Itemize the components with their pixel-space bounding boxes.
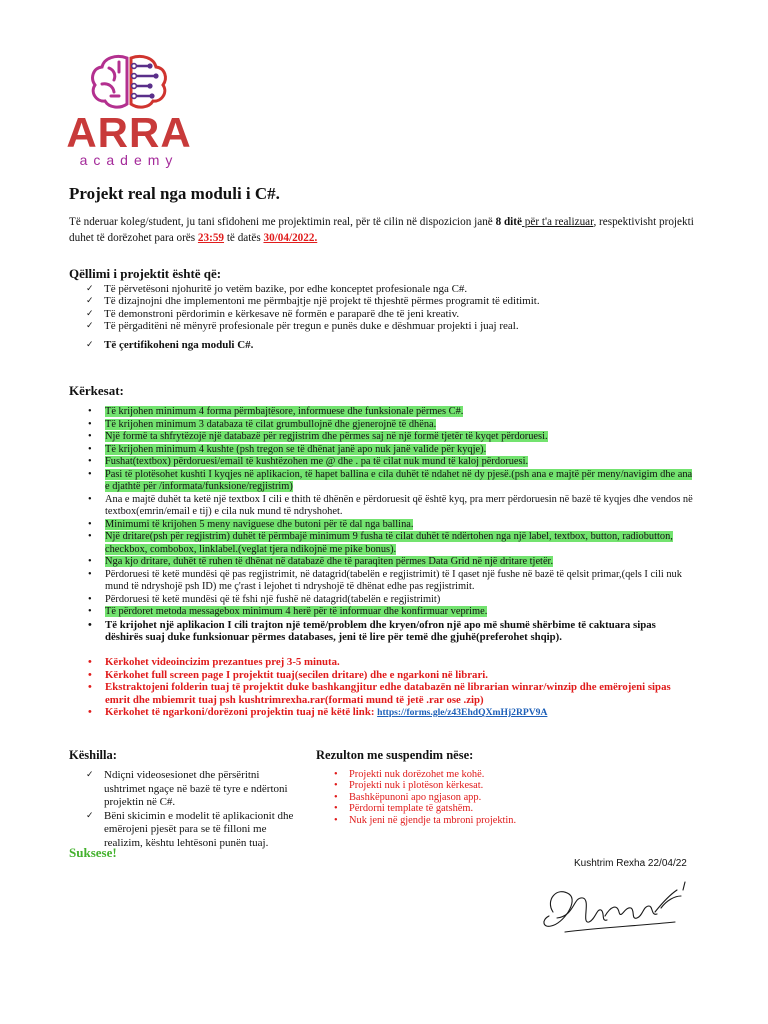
- suspension-heading: Rezulton me suspendim nëse:: [316, 748, 474, 762]
- page-title: Projekt real nga moduli i C#.: [69, 184, 280, 203]
- suspension-item: • Nuk jeni në gjendje ta mbroni projektin.: [332, 815, 522, 826]
- objective-certification: ✓ Të çertifikoheni nga moduli C#.: [86, 339, 706, 351]
- tip-item: ✓ Bëni skicimin e modelit të aplikacionit dhe emërojeni pjesët para se të filloni me realizim, kështu lehtësoni punën tuaj.: [86, 810, 298, 851]
- objective-item: ✓ Të përgaditëni në mënyrë profesionale për tregun e punës duke e dëshmuar projekti i juaj real.: [86, 320, 706, 332]
- requirement-item: [86, 419, 696, 432]
- intro-text-2: , respektivisht projekti duhet të dorëzohet para orës: [69, 216, 694, 244]
- requirement-text: Nga kjo dritare, duhët të ruhen të dhënat në databazë dhe të paraqiten përmes Data Grid në një dritare tjetër.: [105, 556, 554, 567]
- upload-task-item: [86, 706, 696, 720]
- requirement-text: Ana e majtë duhët ta ketë një textbox I cili e thith të dhënën e përdoruesit që është kyq, pra merr përdoruesin në bazë të kyqjes dhe vendos në textbox(emrin/email e tij) e cila nuk mund të ndryshohet.: [105, 493, 693, 517]
- upload-form-link[interactable]: https://forms.gle/z43EhdQXmHj2RPV9A: [377, 707, 548, 718]
- requirement-text: Të krijohen minimum 4 kushte (psh tregon se të dhënat janë apo nuk janë valide për kyqje).: [105, 443, 487, 455]
- task-item: • Kërkohet videoincizim prezantues prej 3-5 minuta.: [86, 656, 696, 669]
- deadline-time: 23:59: [197, 232, 225, 244]
- objectives-list: [86, 283, 706, 351]
- requirement-item: [86, 531, 696, 556]
- requirement-item: [86, 469, 696, 494]
- intro-days: 8 ditë: [495, 216, 522, 228]
- tips-heading: Këshilla:: [69, 748, 117, 762]
- intro-days-tail: për t'a realizuar: [521, 216, 594, 228]
- logo-wordmark: ARRA: [66, 109, 192, 156]
- requirement-item: [86, 556, 696, 569]
- requirement-text: Një dritare(psh për regjistrim) duhët të përmbajë minimum 9 fusha të cilat duhët të ndërtohen nga një label, textbox, button, radiobutton, checkbox, combobox, linklabel.(veglat tjera ndikojnë me pike bonus).: [105, 531, 673, 555]
- objective-item: ✓ Të përvetësoni njohuritë jo vetëm bazike, por edhe konceptet profesionale nga C#.: [86, 283, 706, 295]
- requirement-text: Përdoruesi të ketë mundësi që të fshi një fushë në datagrid(tabelën e regjistrimit): [105, 593, 441, 605]
- requirement-text: Fushat(textbox) përdoruesi/email të kushtëzohen me @ dhe . pa të cilat nuk mund të kaloj përdoruesi.: [105, 456, 529, 467]
- requirement-item: [86, 406, 696, 419]
- objectives-heading: Qëllimi i projektit është që:: [69, 266, 222, 281]
- requirement-item: [86, 619, 696, 644]
- requirement-item: [86, 456, 696, 469]
- brain-circuit-icon: [64, 52, 194, 114]
- objective-item: ✓ Të demonstroni përdorimin e kërkesave në formën e paraparë dhe të jeni kreativ.: [86, 308, 706, 320]
- requirement-item: [86, 444, 696, 457]
- requirement-text: Pasi të plotësohet kushti I kyqjes në aplikacion, të hapet ballina e cila duhët të ndahet në dy pjesë.(psh ana e majtë për meny/navigim dhe ana e djathtë për /informata/funksione/regjistrim): [105, 468, 693, 492]
- author-date-line: Kushtrim Rexha 22/04/22: [574, 858, 687, 869]
- tip-item: ✓ Ndiçni videosesionet dhe përsëritni ushtrimet ngaçe në bazë të tyre e ndërtoni projektin në C#.: [86, 769, 298, 810]
- requirement-item: [86, 494, 696, 519]
- suspension-list: [332, 769, 522, 826]
- requirement-item: [86, 569, 696, 594]
- requirement-text: Të krijohen minimum 4 forma përmbajtësore, informuese dhe funksionale përmes C#.: [105, 406, 464, 417]
- requirements-list: [86, 406, 696, 644]
- task-item: • Kërkohet full screen page I projektit tuaj(secilen dritare) dhe e ngarkoni në librari.: [86, 669, 696, 682]
- requirement-item: [86, 594, 696, 607]
- deadline-date: 30/04/2022.: [263, 232, 318, 244]
- logo-subtitle: academy: [79, 152, 179, 168]
- suspension-item: • Përdorni template të gatshëm.: [332, 803, 522, 814]
- tips-list: [86, 769, 298, 850]
- requirement-text: Përdoruesi të ketë mundësi që pas regjistrimit, në datagrid(tabelën e regjistrimit) të I qaset një fushe në bazë të qelsit primar,(qels I cili nuk mund të ndryshojë psh ID) me ç'rast i lejohet ti ndryshojë të dhënat edhe pas regjistrimit.: [105, 568, 682, 592]
- requirement-text: Të krijohet një aplikacion I cili trajton një temë/problem dhe kryen/ofron një apo më shumë shërbime të caktuara sipas dëshirës suaj duke funksionuar përmes databases, jeni të lire për temë dhe gjuhë(preferohet shqip).: [105, 618, 656, 643]
- closing-greeting: Suksese!: [69, 845, 117, 860]
- arra-academy-logo: [64, 52, 194, 170]
- requirement-text: Të krijohen minimum 3 databaza të cilat grumbullojnë dhe gjenerojnë të dhëna.: [105, 418, 437, 430]
- requirement-item: [86, 519, 696, 532]
- intro-text-1: Të nderuar koleg/student, ju tani sfidoheni me projektimin real, për të cilin në dispozicion janë: [69, 216, 496, 228]
- task-item: • Ekstraktojeni folderin tuaj të projektit duke bashkangjitur edhe databazën në librarian winrar/winzip dhe emërojeni sipas emrit dhe mbiemrit tuaj psh kushtrimrexha.rar(formati mund të jetë .rar ose .zip): [86, 681, 696, 706]
- requirement-text: Minimumi të krijohen 5 meny naviguese dhe butoni për të dal nga ballina.: [105, 518, 414, 530]
- upload-text: Kërkohet të ngarkoni/dorëzoni projektin tuaj në këtë link:: [105, 706, 378, 718]
- requirement-text: Një formë ta shfrytëzojë një databazë për regjistrim dhe përmes saj në një formë tjetër të kyqet përdoruesi.: [105, 431, 548, 442]
- suspension-item: • Projekti nuk dorëzohet me kohë.: [332, 769, 522, 780]
- intro-text-3: të datës: [224, 232, 264, 244]
- requirement-text: Të përdoret metoda messagebox minimum 4 herë për të informuar dhe konfirmuar veprime.: [105, 606, 488, 617]
- requirement-item: [86, 431, 696, 444]
- handwritten-signature: [535, 876, 715, 944]
- objective-item: ✓ Të dizajnojni dhe implementoni me përmbajtje një projekt të thjeshtë përmes programit të editimit.: [86, 295, 706, 307]
- requirement-item: [86, 606, 696, 619]
- requirements-heading: Kërkesat:: [69, 383, 124, 398]
- suspension-item: • Bashkëpunoni apo ngjason app.: [332, 792, 522, 803]
- submission-tasks-list: [86, 656, 696, 720]
- intro-paragraph: [69, 214, 709, 246]
- suspension-item: • Projekti nuk i plotëson kërkesat.: [332, 780, 522, 791]
